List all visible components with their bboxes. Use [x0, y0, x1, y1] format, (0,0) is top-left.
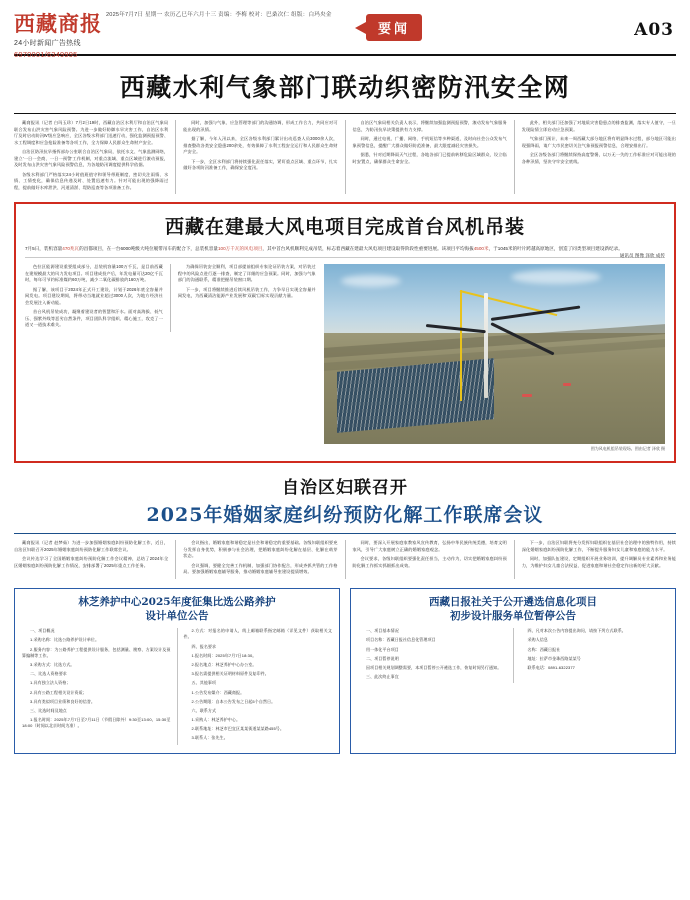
cloud-shape	[511, 270, 601, 284]
notice-line: 1.采购人：林芝养护中心。	[191, 717, 241, 723]
masthead	[14, 10, 676, 60]
notice-line: 1.报名时间：2025年7月7日18:30。	[191, 652, 257, 658]
lead-text: 的昌都项目，在一台6000吨级大吨位履带吊车的配合下，总装机容量	[79, 246, 218, 251]
newspaper-logo	[14, 10, 102, 59]
notice-line: 一、项目基本情况	[366, 628, 399, 634]
feature-lead	[25, 245, 665, 258]
paragraph: 首台风机吊装成功，凝聚着建设者的智慧和汗水。面对高海拔、低气压、强紫外线等恶劣自然条件，项目团队科学组织、精心施工，攻克了一道又一道技术难关。	[25, 309, 163, 328]
column-divider	[175, 120, 176, 194]
paragraph: 藏商报讯（记者 赵梦茹）为进一步加强婚姻家庭纠纷预防化解工作，近日，自治区妇联召开2025年婚姻家庭纠纷预防化解工作联席会议。	[14, 540, 169, 552]
notice-line: 3.具有类似项目业绩和良好的信誉。	[30, 698, 96, 704]
feature-article	[14, 202, 676, 463]
second-article-column-4	[522, 540, 676, 579]
notice-line: 1.报名时间：2025年7月7日至7月11日（节假日除外）9:30至13:00、15:30至18:00（时间以北京时间为准）。	[22, 717, 171, 729]
top-article-column-1	[14, 120, 168, 194]
paragraph: 自治区防汛抗旱指挥部办公室联合自治区气象局，依托水文、气象监测网络，建立'一日一会商、一日一预警'工作机制，对重点流域、重点区域进行滚动预报，及时发布山洪灾害气象风险预警信息，为各地防汛调度提供科学依据。	[14, 149, 169, 167]
column-divider	[514, 540, 515, 579]
notice-line: 项目名称：西藏日报社信息化管理项目	[366, 637, 436, 643]
paragraph: 同时，通过电视、广播、网络、手机短信等多种渠道，及时向社会公众发布气象预警信息，提醒广大群众做好防范准备，最大限度减轻灾害损失。	[352, 136, 507, 148]
column-divider	[513, 628, 514, 683]
notice-line: 3.采购方式：比选方式。	[30, 661, 75, 667]
divider-blue	[14, 533, 676, 534]
paragraph: 据悉，针对近期降雨天气过程，各地各部门已提前转移危险区域群众，设立临时安置点，确保群众生命安全。	[352, 152, 507, 164]
notice-line: 一、项目概况	[30, 628, 55, 634]
service-vehicle	[522, 394, 532, 397]
paragraph: 据了解，该项目于2024年正式开工建设，计划于2026年底全容量并网发电。项目建设期间，将带动当地就业超过3000人次，为地方经济社会发展注入新动能。	[25, 286, 163, 305]
wind-turbine-photo	[324, 264, 665, 444]
column-divider	[177, 628, 178, 744]
notice-line: 采购人信息	[527, 637, 548, 643]
lead-text: ，其中首台风机顺利完成吊装，标志着西藏在建最大风电项目建设取得阶段性重要进展。该项目平均海拔	[262, 246, 474, 251]
second-article-column-3	[353, 540, 507, 579]
notice-left-column-2	[184, 628, 333, 744]
paragraph: 会议强调，要健全完善工作机制，加强部门协作配合，形成齐抓共管的工作格局。要加强婚姻家庭辅导服务，推动婚姻家庭辅导室建设提质增效。	[183, 562, 338, 575]
section-badge-tail	[355, 22, 366, 34]
notice-left-column-1	[22, 628, 171, 744]
paragraph: 同时，加强队伍建设，定期组织开展业务培训，提升调解员专业素养和业务能力，为维护妇女儿童合法权益、促进家庭和谐社会稳定作出新的更大贡献。	[521, 556, 676, 568]
second-article-title-line1: 自治区妇联召开	[282, 478, 408, 499]
paragraph: 各级水利部门严格落实24小时值班值守和领导带班制度，密切关注雨情、水情、工情变化，确保信息传递及时、处置迅速有力。针对可能出现的强降雨过程，提前做好水库泄洪、河道清淤、堤防巡查等各项准备工作。	[14, 171, 169, 190]
paragraph: 据了解，今年入汛以来，全区各级水利部门累计出动巡查人员3000余人次，排查整改各类安全隐患200余处，有效保障了水利工程安全运行和人民群众生命财产安全。	[183, 136, 338, 154]
notice-line: 1.采购名称：比选公路养护设计单位。	[30, 637, 100, 643]
service-vehicle	[563, 383, 571, 386]
notice-left-title	[22, 595, 332, 623]
turbine-tower	[484, 293, 488, 397]
page-number: A03	[634, 20, 674, 40]
notice-right-title-line2: 初步设计服务单位暂停公告	[450, 610, 576, 623]
notice-right-title	[358, 595, 668, 623]
notice-line: 五、其他事项	[191, 680, 217, 686]
notice-line: 六、联系方式	[191, 707, 217, 713]
notice-left	[14, 588, 340, 754]
divider-top	[14, 113, 676, 114]
second-article-body	[14, 540, 676, 579]
paragraph: 为确保吊装安全顺利，项目部提前组织专家论证吊装方案，对吊装过程中的风险点进行逐一排查，制定了详细的应急预案。同时，加强与气象部门的沟通联系，精准把握吊装窗口期。	[177, 264, 316, 283]
hotline-label: 24小时新闻广告热线	[14, 40, 81, 48]
notice-line: 1.公告发布媒介：西藏商报。	[191, 689, 245, 695]
paragraph: 会议要求，各级妇联组织要强化责任担当，主动作为，切实把婚姻家庭纠纷预防化解工作抓实抓细抓出成效。	[352, 556, 507, 568]
paragraph: 同时，加强与气象、应急管理等部门的沟通协调，形成工作合力，共同应对可能出现的汛情。	[183, 120, 338, 132]
notice-line: 二、项目暂停说明	[366, 655, 399, 661]
notice-right-column-2	[520, 628, 669, 683]
notice-right-title-line1: 西藏日报社关于公开遴选信息化项目	[429, 595, 597, 608]
lead-text: ，于1045米的叶片跨越高原地区，创造了同类型项目建设新纪录。	[488, 246, 623, 251]
notice-line: 三、此次终止事宜	[366, 674, 399, 680]
notice-line: 名称：西藏日报社	[527, 646, 561, 652]
notice-line: 四、凡对本次公告内容提出询问，请按下列方式联系。	[527, 628, 626, 634]
notice-right-column-1	[358, 628, 507, 683]
notice-line: 1.具有独立法人资格；	[30, 680, 71, 686]
paragraph: 气象部门预计，未来一周西藏大部分地区将有明显降水过程，部分地区可能出现强降雨，请广大市民密切关注气象预报预警信息，合理安排出行。	[521, 136, 676, 148]
second-article-title-line2: 2025年婚姻家庭纠纷预防化解工作联席会议	[146, 504, 544, 527]
newspaper-name: 西藏商报	[14, 11, 102, 36]
notice-line: 三、比选时间及地点	[30, 707, 67, 713]
notice-line: 2.方式：对报名的申请人，线上邮箱联系指定邮箱（详见文件）获取相关文件。	[183, 628, 332, 640]
crane-mast	[460, 290, 462, 402]
top-article-column-2	[183, 120, 337, 194]
top-article-column-3	[353, 120, 507, 194]
lead-highlight: 4500米	[473, 246, 489, 251]
notice-line: 地址：拉萨市金珠西路某某号	[527, 655, 581, 661]
feature-text	[25, 264, 316, 452]
notice-line: 2.具有公路工程相关设计资质；	[30, 689, 87, 695]
section-badge: 要闻	[366, 14, 422, 41]
column-divider	[514, 120, 515, 194]
notice-line: 联系电话：0891-6322377	[527, 664, 576, 670]
notice-line: 2.公告期限：自本公告发布之日起5个自然日。	[191, 698, 276, 704]
lead-credit: 通讯员 图像 泽欣 成传	[619, 253, 665, 259]
top-article-column-4	[522, 120, 676, 194]
paragraph: 下一步，全区水利部门将持续强化责任落实，紧盯重点区域、重点环节，扎实做好各项防汛准备工作，确保安全度汛。	[183, 158, 338, 170]
hotline-number: 6970001/6349995	[14, 50, 78, 60]
lead-highlight: 470兆瓦	[62, 246, 80, 251]
notice-line: 用一体化平台项目	[366, 646, 399, 652]
top-article	[14, 120, 676, 194]
second-article-column-2	[183, 540, 337, 579]
photo-caption: 图为风电机组吊装现场。图由记者 泽欣 摄	[590, 446, 665, 452]
page-title: 西藏水利气象部门联动织密防汛安全网	[119, 73, 571, 102]
notice-right	[350, 588, 676, 754]
paragraph: 自治区气象局相关负责人表示，将继续加强监测预报预警，滚动发布气象服务信息，为防汛抗旱决策提供有力支撑。	[352, 120, 507, 132]
paragraph: 会议指出，婚姻家庭和谐稳定是社会和谐稳定的重要基础。各级妇联组织要充分发挥自身优势，积极参与社会治理，把婚姻家庭纠纷化解在基层、化解在萌芽状态。	[183, 540, 338, 559]
paragraph: 同时，要深入开展家庭家教家风宣传教育，弘扬中华民族传统美德，培育文明家风，引导广大家庭树立正确的婚姻家庭观念。	[352, 540, 507, 552]
paragraph: 全区各级各部门将继续保持高度警惕，以万无一失的工作标准应对可能出现的各种汛情，坚决守牢安全底线。	[521, 152, 676, 164]
paragraph: 下一步，项目将继续推进后续风机吊装工作，力争早日实现全容量并网发电，为西藏清洁能源产业发展和'双碳'目标实现贡献力量。	[177, 286, 316, 299]
issue-date: 2025年7月7日 星期一 农历乙巳年六月十三 责编：李梅 校对：巴桑次仁 组版：白玛央金	[106, 12, 332, 18]
notice-line: 3.报名需提供相关证明材料原件及复印件。	[191, 671, 269, 677]
feature-title: 西藏在建最大风电项目完成首台风机吊装	[164, 216, 525, 238]
second-article-column-1	[14, 540, 168, 579]
second-article-heading	[14, 473, 676, 527]
notice-line: 3.联系人：张先生。	[191, 735, 228, 741]
paragraph: 下一步，自治区妇联将充分发挥妇联组织在基层社会治理中的独特作用，持续深化婚姻家庭纠纷预防化解工作，不断提升服务妇女儿童和家庭的能力水平。	[521, 540, 676, 552]
notice-line: 2.报名地点：林芝养护中心办公室。	[191, 661, 257, 667]
notice-line: 四、报名要求	[191, 643, 217, 649]
column-divider	[170, 264, 171, 332]
paragraph: 藏商报讯（记者 白玛玉珍）7月2日19时，西藏自治区水利厅和自治区气象局联合发布山洪灾害气象风险预警。为进一步做好防御水旱灾害工作，自治区水利厅及时启动防汛Ⅳ级应急响应，全区各级水利部门迅速行动，强化监测预报预警、水工程调度和应急抢险准备等各项工作，全力保障人民群众生命财产安全。	[14, 120, 169, 145]
paragraph: 色拉区能源建设重要组成部分，总装机容量100万千瓦，是目前西藏在建规模最大的风力发电项目。项目建成投产后，年发电量可达20亿千瓦时，每年可节约标准煤约60万吨，减少二氧化碳排放约160万吨。	[25, 264, 163, 283]
lead-text: 7月5日，装机容量	[25, 246, 63, 251]
feature-photo-block	[324, 264, 665, 452]
column-divider	[345, 540, 346, 579]
column-divider	[175, 540, 176, 579]
paragraph: 会议传达学习了全国婚姻家庭纠纷预防化解工作会议精神，总结了2024年全区婚姻家庭纠纷预防化解工作情况，安排部署了2025年重点工作任务。	[14, 556, 169, 568]
column-divider	[345, 120, 346, 194]
paragraph: 此外，相关部门还加强了对地质灾害隐患点的排查监测，落实专人值守，一旦发现险情立即启动应急预案。	[521, 120, 676, 132]
notice-left-title-line1: 林芝养护中心2025年度征集比选公路养护	[78, 595, 276, 608]
notice-line: 2.服务内容：为公路养护工程提供设计服务，包括测量、勘察、方案设计及预算编制等工作。	[22, 646, 171, 658]
notice-line: 因项目相关规划调整需要，本项目暂停公开遴选工作，恢复时间另行通知。	[366, 664, 502, 670]
notice-left-title-line2: 设计单位公告	[145, 610, 209, 623]
notice-line: 2.联系地址：林芝市巴宜区某某街道某某路455号。	[191, 726, 285, 732]
lead-highlight: 100万千瓦的风电项目	[218, 246, 263, 251]
notice-area	[14, 588, 676, 754]
notice-line: 二、比选人资格要求	[30, 671, 67, 677]
